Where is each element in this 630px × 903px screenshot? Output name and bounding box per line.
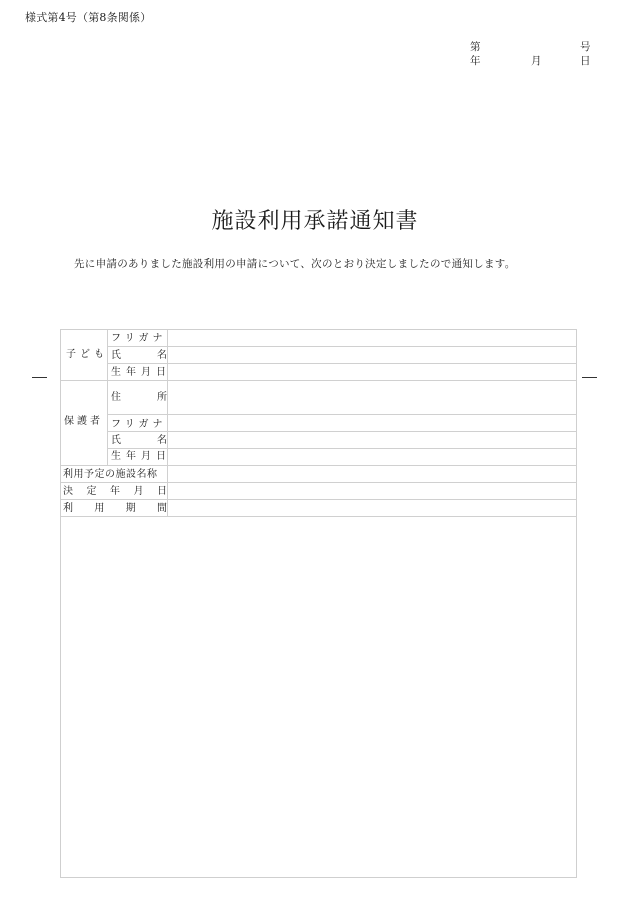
guardian-group-label: 保護者 xyxy=(64,416,103,427)
guardian-address-label-last: 所 xyxy=(157,392,167,403)
decision-date-label xyxy=(63,486,167,498)
child-furigana-label: フリガナ xyxy=(111,333,167,344)
guardian-address-field[interactable] xyxy=(168,381,577,414)
date-month-label: 月 xyxy=(531,55,542,67)
document-title: 施設利用承諾通知書 xyxy=(211,209,419,234)
child-group-label: 子ども xyxy=(66,349,108,360)
child-name-label xyxy=(111,350,167,362)
facility-name-label: 利用予定の施設名称 xyxy=(63,469,158,480)
remarks-area[interactable] xyxy=(61,517,577,877)
usage-period-label xyxy=(63,503,167,515)
decision-date-field[interactable] xyxy=(168,483,577,499)
guardian-name-label-first: 氏 xyxy=(111,435,121,446)
usage-period-char: 利 xyxy=(63,503,73,514)
guardian-name-label xyxy=(111,435,167,447)
usage-period-field[interactable] xyxy=(168,500,577,516)
usage-period-char: 間 xyxy=(156,503,167,514)
guardian-name-label-last: 名 xyxy=(157,435,167,446)
child-birthdate-label: 生年月日 xyxy=(111,367,171,378)
left-fold-mark xyxy=(32,377,47,378)
child-name-label-last: 名 xyxy=(157,350,167,361)
lead-text: 先に申請のありました施設利用の申請について、次のとおり決定しましたので通知します。 xyxy=(74,258,516,270)
date-day-label: 日 xyxy=(580,55,591,67)
decision-date-char: 決 xyxy=(63,486,73,497)
usage-period-char: 期 xyxy=(125,503,136,514)
facility-name-field[interactable] xyxy=(168,466,577,482)
document-number-block xyxy=(470,40,592,68)
doc-no-suffix: 号 xyxy=(580,41,591,53)
doc-no-prefix: 第 xyxy=(470,41,481,53)
guardian-address-label xyxy=(111,392,167,404)
decision-date-char: 月 xyxy=(133,486,144,497)
form-number: 様式第4号（第8条関係） xyxy=(25,11,152,24)
decision-date-char: 定 xyxy=(86,486,97,497)
guardian-name-field[interactable] xyxy=(168,432,577,448)
decision-date-char: 日 xyxy=(157,486,167,497)
child-furigana-field[interactable] xyxy=(168,330,577,346)
document-number-row xyxy=(470,40,592,54)
guardian-address-label-first: 住 xyxy=(111,392,121,403)
decision-date-char: 年 xyxy=(110,486,120,497)
right-fold-mark xyxy=(582,377,597,378)
guardian-birthdate-field[interactable] xyxy=(168,449,577,465)
child-name-label-first: 氏 xyxy=(111,350,121,361)
child-name-field[interactable] xyxy=(168,347,577,363)
issue-date-row xyxy=(470,54,592,68)
guardian-furigana-field[interactable] xyxy=(168,415,577,431)
guardian-birthdate-label: 生年月日 xyxy=(111,451,171,462)
usage-period-char: 用 xyxy=(94,503,105,514)
child-birthdate-field[interactable] xyxy=(168,364,577,380)
date-year-label: 年 xyxy=(470,55,481,67)
application-table xyxy=(60,329,577,878)
guardian-furigana-label: フリガナ xyxy=(111,419,167,430)
